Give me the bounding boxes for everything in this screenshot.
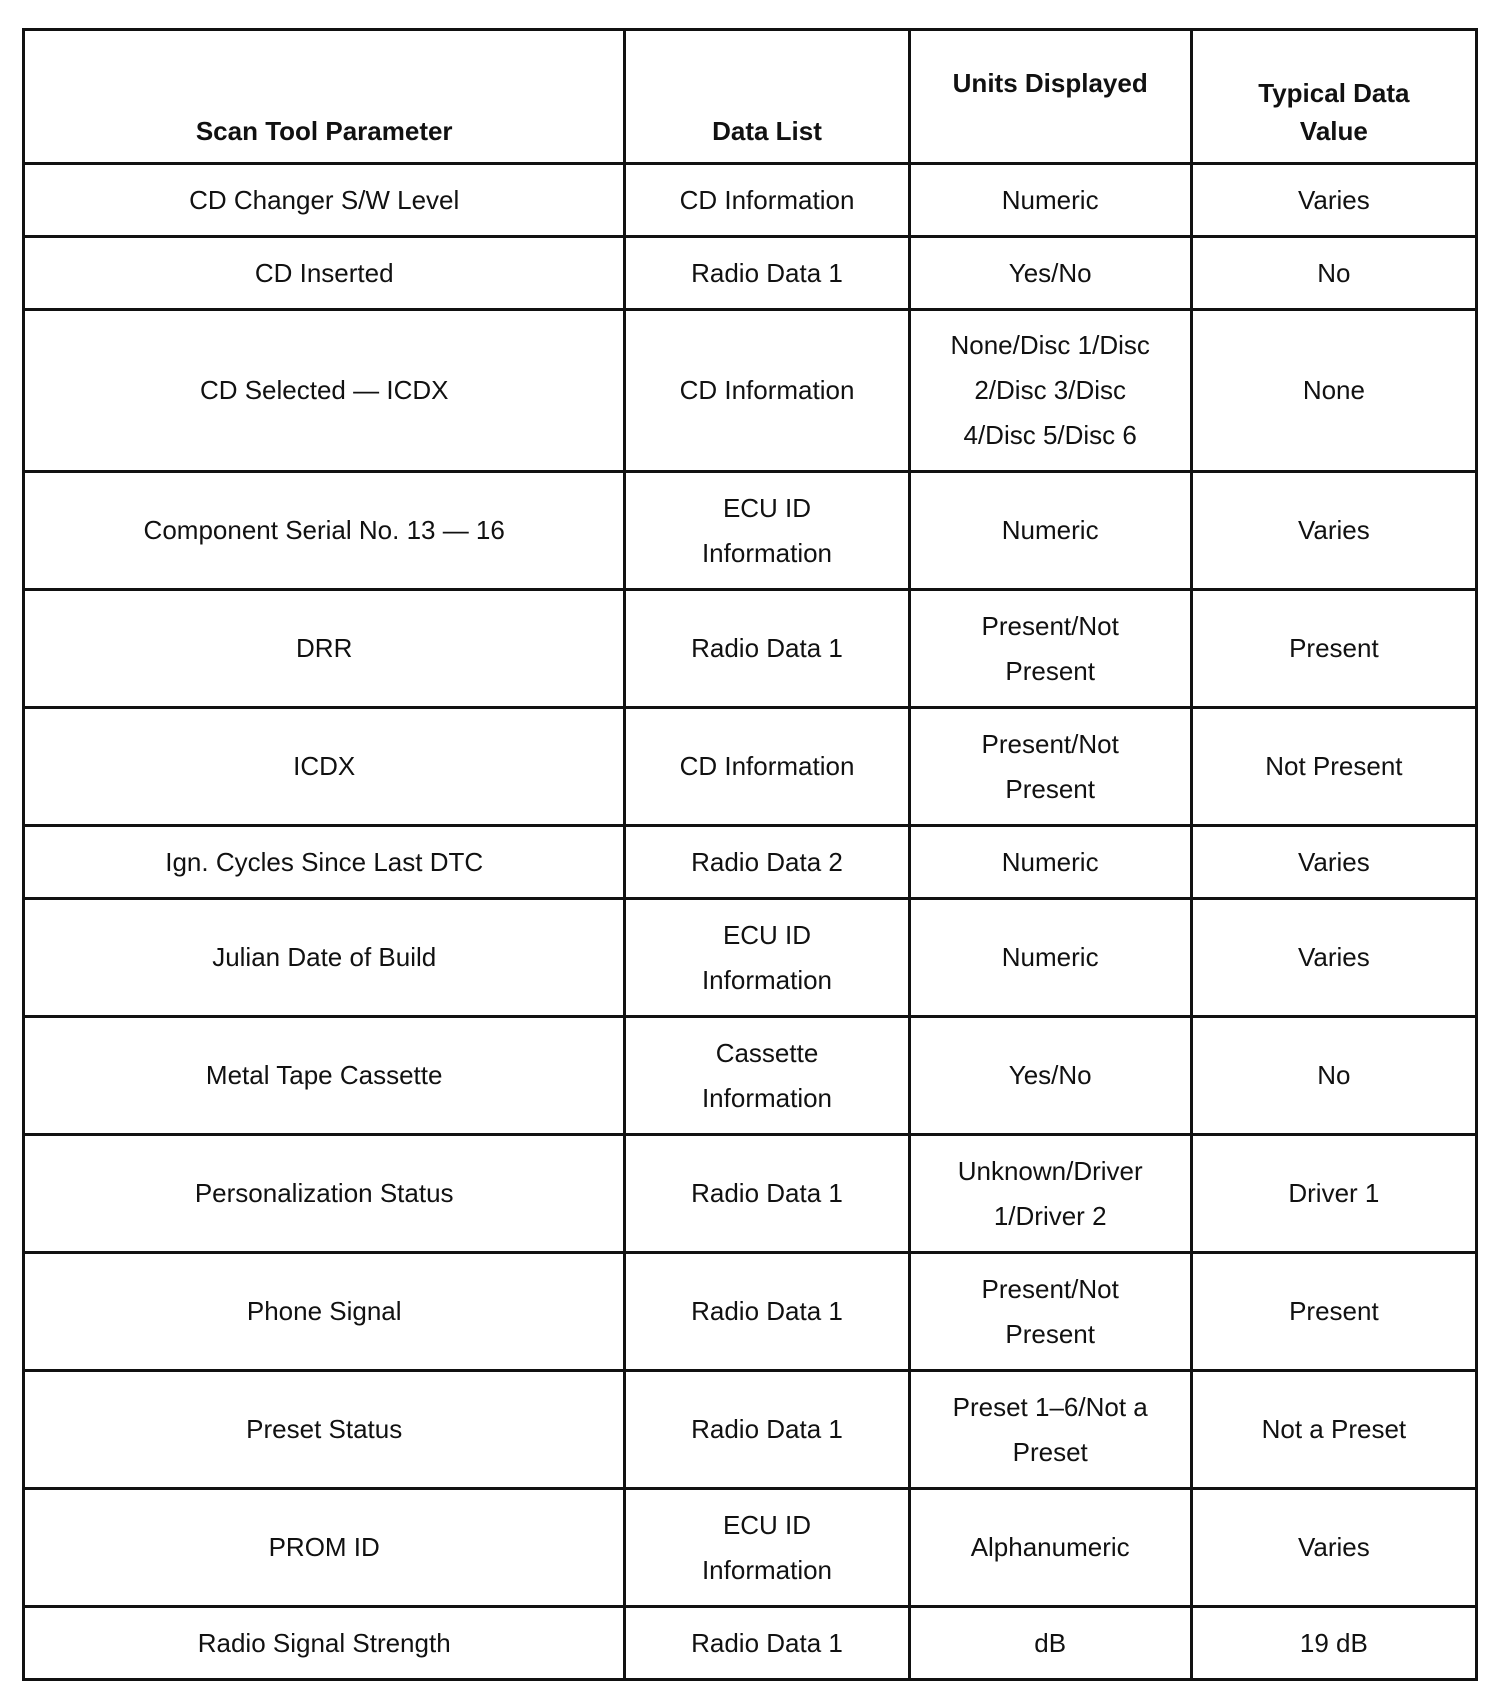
cell-data-list: Radio Data 1 — [625, 590, 909, 708]
cell-data-list: Radio Data 1 — [625, 1371, 909, 1489]
cell-data-list: Radio Data 1 — [625, 1253, 909, 1371]
cell-typical: No — [1191, 237, 1476, 310]
cell-units: Present/Not Present — [909, 1253, 1191, 1371]
table-row — [24, 590, 1477, 708]
cell-parameter: Personalization Status — [24, 1135, 625, 1253]
table-row — [24, 237, 1477, 310]
cell-parameter: CD Changer S/W Level — [24, 164, 625, 237]
cell-parameter: PROM ID — [24, 1489, 625, 1607]
cell-typical: 19 dB — [1191, 1607, 1476, 1680]
header-typical-data-value: Typical Data Value — [1191, 30, 1476, 164]
cell-parameter: CD Inserted — [24, 237, 625, 310]
cell-typical: None — [1191, 310, 1476, 472]
table-row — [24, 1253, 1477, 1371]
table-row — [24, 472, 1477, 590]
table-row — [24, 1371, 1477, 1489]
scan-tool-data-table — [22, 28, 1478, 1681]
cell-units: Numeric — [909, 826, 1191, 899]
cell-data-list: Cassette Information — [625, 1017, 909, 1135]
cell-typical: No — [1191, 1017, 1476, 1135]
cell-data-list: Radio Data 1 — [625, 237, 909, 310]
cell-typical: Present — [1191, 1253, 1476, 1371]
cell-parameter: Component Serial No. 13 — 16 — [24, 472, 625, 590]
cell-parameter: Ign. Cycles Since Last DTC — [24, 826, 625, 899]
table-row — [24, 1135, 1477, 1253]
header-units-displayed: Units Displayed — [909, 30, 1191, 164]
cell-units: Numeric — [909, 164, 1191, 237]
cell-typical: Driver 1 — [1191, 1135, 1476, 1253]
cell-parameter: Preset Status — [24, 1371, 625, 1489]
cell-units: Alphanumeric — [909, 1489, 1191, 1607]
table-row — [24, 899, 1477, 1017]
cell-parameter: ICDX — [24, 708, 625, 826]
cell-parameter: CD Selected — ICDX — [24, 310, 625, 472]
cell-parameter: Julian Date of Build — [24, 899, 625, 1017]
cell-data-list: ECU ID Information — [625, 1489, 909, 1607]
cell-typical: Varies — [1191, 472, 1476, 590]
cell-data-list: Radio Data 1 — [625, 1135, 909, 1253]
cell-typical: Not a Preset — [1191, 1371, 1476, 1489]
cell-units: Unknown/Driver 1/Driver 2 — [909, 1135, 1191, 1253]
cell-units: Numeric — [909, 899, 1191, 1017]
cell-data-list: CD Information — [625, 164, 909, 237]
table-row — [24, 164, 1477, 237]
cell-typical: Not Present — [1191, 708, 1476, 826]
cell-data-list: ECU ID Information — [625, 472, 909, 590]
cell-data-list: CD Information — [625, 310, 909, 472]
table-row — [24, 1607, 1477, 1680]
cell-typical: Varies — [1191, 826, 1476, 899]
cell-parameter: DRR — [24, 590, 625, 708]
cell-units: Yes/No — [909, 237, 1191, 310]
cell-typical: Varies — [1191, 899, 1476, 1017]
cell-units: Present/Not Present — [909, 708, 1191, 826]
cell-typical: Varies — [1191, 1489, 1476, 1607]
cell-parameter: Phone Signal — [24, 1253, 625, 1371]
table-row — [24, 708, 1477, 826]
cell-parameter: Metal Tape Cassette — [24, 1017, 625, 1135]
table-row — [24, 1489, 1477, 1607]
table-row — [24, 310, 1477, 472]
cell-data-list: ECU ID Information — [625, 899, 909, 1017]
cell-data-list: Radio Data 2 — [625, 826, 909, 899]
cell-typical: Present — [1191, 590, 1476, 708]
cell-units: dB — [909, 1607, 1191, 1680]
header-scan-tool-parameter: Scan Tool Parameter — [24, 30, 625, 164]
header-data-list: Data List — [625, 30, 909, 164]
table-row — [24, 1017, 1477, 1135]
table-row — [24, 826, 1477, 899]
cell-units: None/Disc 1/Disc 2/Disc 3/Disc 4/Disc 5/Disc 6 — [909, 310, 1191, 472]
cell-units: Numeric — [909, 472, 1191, 590]
cell-units: Present/Not Present — [909, 590, 1191, 708]
cell-units: Yes/No — [909, 1017, 1191, 1135]
cell-typical: Varies — [1191, 164, 1476, 237]
cell-data-list: Radio Data 1 — [625, 1607, 909, 1680]
cell-data-list: CD Information — [625, 708, 909, 826]
cell-parameter: Radio Signal Strength — [24, 1607, 625, 1680]
table-header-row — [24, 30, 1477, 164]
cell-units: Preset 1–6/Not a Preset — [909, 1371, 1191, 1489]
